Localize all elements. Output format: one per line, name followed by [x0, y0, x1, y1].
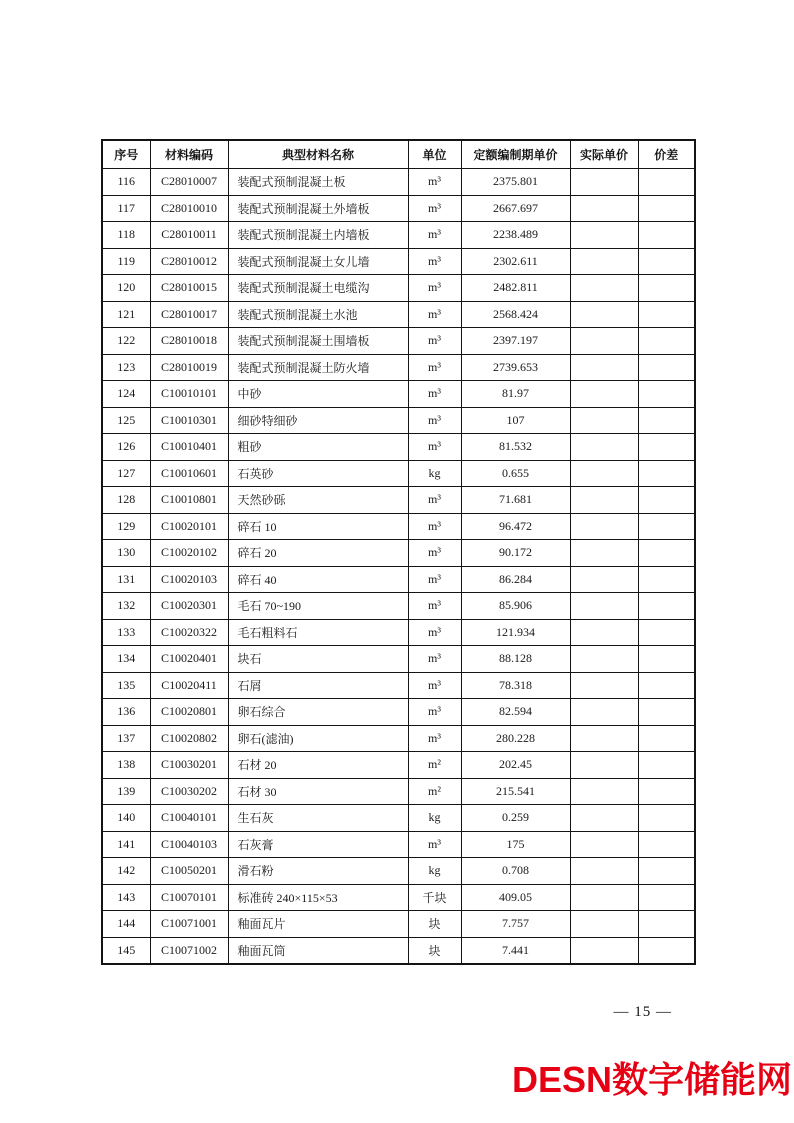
price-difference-cell — [638, 354, 695, 381]
quota-period-price-cell: 2238.489 — [461, 222, 570, 249]
row-number-cell: 134 — [102, 646, 150, 673]
unit-cell: m³ — [408, 831, 461, 858]
row-number-cell: 122 — [102, 328, 150, 355]
row-number-cell: 141 — [102, 831, 150, 858]
price-difference-cell — [638, 725, 695, 752]
price-difference-cell — [638, 513, 695, 540]
material-name-cell: 碎石 40 — [228, 566, 408, 593]
row-number-cell: 129 — [102, 513, 150, 540]
material-code-cell: C10020102 — [150, 540, 228, 567]
quota-period-price-cell: 2568.424 — [461, 301, 570, 328]
row-number-cell: 133 — [102, 619, 150, 646]
price-difference-cell — [638, 646, 695, 673]
quota-period-price-cell: 7.441 — [461, 937, 570, 964]
table-row — [102, 301, 695, 328]
unit-cell: m³ — [408, 248, 461, 275]
material-code-cell: C10010801 — [150, 487, 228, 514]
material-name-cell: 石屑 — [228, 672, 408, 699]
price-difference-cell — [638, 460, 695, 487]
row-number-cell: 123 — [102, 354, 150, 381]
table-row — [102, 513, 695, 540]
price-difference-cell — [638, 169, 695, 196]
unit-cell: m² — [408, 752, 461, 779]
actual-price-cell — [570, 407, 638, 434]
unit-cell: m² — [408, 778, 461, 805]
quota-period-price-cell: 7.757 — [461, 911, 570, 938]
material-name-cell: 毛石 70~190 — [228, 593, 408, 620]
row-number-cell: 130 — [102, 540, 150, 567]
material-name-cell: 滑石粉 — [228, 858, 408, 885]
row-number-cell: 118 — [102, 222, 150, 249]
table-row — [102, 169, 695, 196]
material-code-cell: C10070101 — [150, 884, 228, 911]
quota-period-price-cell: 215.541 — [461, 778, 570, 805]
price-difference-cell — [638, 434, 695, 461]
unit-cell: m³ — [408, 434, 461, 461]
material-name-cell: 碎石 20 — [228, 540, 408, 567]
material-name-cell: 装配式预制混凝土板 — [228, 169, 408, 196]
column-header-price-difference: 价差 — [638, 140, 695, 169]
price-difference-cell — [638, 831, 695, 858]
actual-price-cell — [570, 222, 638, 249]
material-code-cell: C28010015 — [150, 275, 228, 302]
actual-price-cell — [570, 566, 638, 593]
table-row — [102, 725, 695, 752]
material-name-cell: 毛石粗料石 — [228, 619, 408, 646]
material-name-cell: 粗砂 — [228, 434, 408, 461]
quota-period-price-cell: 81.97 — [461, 381, 570, 408]
row-number-cell: 136 — [102, 699, 150, 726]
quota-period-price-cell: 85.906 — [461, 593, 570, 620]
price-difference-cell — [638, 699, 695, 726]
row-number-cell: 126 — [102, 434, 150, 461]
actual-price-cell — [570, 831, 638, 858]
material-name-cell: 石材 20 — [228, 752, 408, 779]
actual-price-cell — [570, 672, 638, 699]
table-row — [102, 884, 695, 911]
table-header-row — [102, 140, 695, 169]
actual-price-cell — [570, 328, 638, 355]
table-row — [102, 407, 695, 434]
quota-period-price-cell: 2397.197 — [461, 328, 570, 355]
table-row — [102, 778, 695, 805]
material-code-cell: C10020101 — [150, 513, 228, 540]
material-name-cell: 中砂 — [228, 381, 408, 408]
table-row — [102, 672, 695, 699]
unit-cell: m³ — [408, 672, 461, 699]
quota-period-price-cell: 96.472 — [461, 513, 570, 540]
table-row — [102, 858, 695, 885]
material-name-cell: 卵石综合 — [228, 699, 408, 726]
unit-cell: kg — [408, 460, 461, 487]
table-row — [102, 699, 695, 726]
row-number-cell: 117 — [102, 195, 150, 222]
row-number-cell: 119 — [102, 248, 150, 275]
material-price-table — [101, 139, 696, 965]
unit-cell: m³ — [408, 566, 461, 593]
unit-cell: m³ — [408, 381, 461, 408]
table-row — [102, 593, 695, 620]
unit-cell: m³ — [408, 513, 461, 540]
table-row — [102, 381, 695, 408]
price-difference-cell — [638, 248, 695, 275]
material-name-cell: 细砂特细砂 — [228, 407, 408, 434]
table-body — [102, 169, 695, 965]
price-difference-cell — [638, 884, 695, 911]
actual-price-cell — [570, 301, 638, 328]
material-name-cell: 釉面瓦片 — [228, 911, 408, 938]
price-difference-cell — [638, 778, 695, 805]
table-row — [102, 275, 695, 302]
unit-cell: m³ — [408, 593, 461, 620]
table-row — [102, 460, 695, 487]
quota-period-price-cell: 2375.801 — [461, 169, 570, 196]
material-code-cell: C10010101 — [150, 381, 228, 408]
table-row — [102, 619, 695, 646]
price-difference-cell — [638, 487, 695, 514]
table-row — [102, 222, 695, 249]
row-number-cell: 135 — [102, 672, 150, 699]
quota-period-price-cell: 0.708 — [461, 858, 570, 885]
table-row — [102, 354, 695, 381]
material-name-cell: 装配式预制混凝土电缆沟 — [228, 275, 408, 302]
material-name-cell: 标准砖 240×115×53 — [228, 884, 408, 911]
page-number: — 15 — — [613, 1004, 672, 1020]
price-difference-cell — [638, 407, 695, 434]
price-difference-cell — [638, 752, 695, 779]
actual-price-cell — [570, 619, 638, 646]
table-row — [102, 805, 695, 832]
material-code-cell: C10040103 — [150, 831, 228, 858]
actual-price-cell — [570, 725, 638, 752]
quota-period-price-cell: 78.318 — [461, 672, 570, 699]
unit-cell: m³ — [408, 699, 461, 726]
row-number-cell: 124 — [102, 381, 150, 408]
material-code-cell: C28010017 — [150, 301, 228, 328]
material-name-cell: 生石灰 — [228, 805, 408, 832]
unit-cell: m³ — [408, 619, 461, 646]
unit-cell: m³ — [408, 328, 461, 355]
unit-cell: kg — [408, 858, 461, 885]
material-name-cell: 石灰膏 — [228, 831, 408, 858]
column-header-material-code: 材料编码 — [150, 140, 228, 169]
row-number-cell: 142 — [102, 858, 150, 885]
quota-period-price-cell: 81.532 — [461, 434, 570, 461]
material-name-cell: 石英砂 — [228, 460, 408, 487]
material-code-cell: C10020401 — [150, 646, 228, 673]
material-code-cell: C28010007 — [150, 169, 228, 196]
table-row — [102, 328, 695, 355]
material-name-cell: 装配式预制混凝土内墙板 — [228, 222, 408, 249]
material-code-cell: C10030201 — [150, 752, 228, 779]
row-number-cell: 140 — [102, 805, 150, 832]
actual-price-cell — [570, 195, 638, 222]
actual-price-cell — [570, 805, 638, 832]
unit-cell: 千块 — [408, 884, 461, 911]
material-code-cell: C28010019 — [150, 354, 228, 381]
actual-price-cell — [570, 354, 638, 381]
actual-price-cell — [570, 884, 638, 911]
table-row — [102, 646, 695, 673]
price-difference-cell — [638, 619, 695, 646]
table-row — [102, 937, 695, 964]
quota-period-price-cell: 0.655 — [461, 460, 570, 487]
material-code-cell: C28010018 — [150, 328, 228, 355]
price-difference-cell — [638, 805, 695, 832]
unit-cell: 块 — [408, 937, 461, 964]
unit-cell: m³ — [408, 169, 461, 196]
price-difference-cell — [638, 301, 695, 328]
unit-cell: m³ — [408, 407, 461, 434]
price-difference-cell — [638, 937, 695, 964]
quota-period-price-cell: 88.128 — [461, 646, 570, 673]
actual-price-cell — [570, 381, 638, 408]
material-name-cell: 碎石 10 — [228, 513, 408, 540]
actual-price-cell — [570, 275, 638, 302]
table-header — [102, 140, 695, 169]
material-name-cell: 装配式预制混凝土女儿墙 — [228, 248, 408, 275]
material-name-cell: 石材 30 — [228, 778, 408, 805]
row-number-cell: 131 — [102, 566, 150, 593]
price-difference-cell — [638, 540, 695, 567]
price-difference-cell — [638, 222, 695, 249]
quota-period-price-cell: 2739.653 — [461, 354, 570, 381]
material-name-cell: 卵石(滤油) — [228, 725, 408, 752]
row-number-cell: 116 — [102, 169, 150, 196]
material-name-cell: 装配式预制混凝土防火墙 — [228, 354, 408, 381]
unit-cell: m³ — [408, 725, 461, 752]
material-code-cell: C28010010 — [150, 195, 228, 222]
quota-period-price-cell: 2667.697 — [461, 195, 570, 222]
column-header-material-name: 典型材料名称 — [228, 140, 408, 169]
actual-price-cell — [570, 699, 638, 726]
actual-price-cell — [570, 540, 638, 567]
table-row — [102, 566, 695, 593]
quota-period-price-cell: 71.681 — [461, 487, 570, 514]
unit-cell: m³ — [408, 646, 461, 673]
row-number-cell: 137 — [102, 725, 150, 752]
row-number-cell: 121 — [102, 301, 150, 328]
actual-price-cell — [570, 778, 638, 805]
material-code-cell: C10010301 — [150, 407, 228, 434]
quota-period-price-cell: 409.05 — [461, 884, 570, 911]
quota-period-price-cell: 107 — [461, 407, 570, 434]
column-header-serial-number: 序号 — [102, 140, 150, 169]
quota-period-price-cell: 280.228 — [461, 725, 570, 752]
row-number-cell: 143 — [102, 884, 150, 911]
unit-cell: 块 — [408, 911, 461, 938]
price-difference-cell — [638, 275, 695, 302]
quota-period-price-cell: 202.45 — [461, 752, 570, 779]
material-code-cell: C10040101 — [150, 805, 228, 832]
row-number-cell: 139 — [102, 778, 150, 805]
material-name-cell: 装配式预制混凝土围墙板 — [228, 328, 408, 355]
material-code-cell: C10010401 — [150, 434, 228, 461]
price-difference-cell — [638, 195, 695, 222]
actual-price-cell — [570, 858, 638, 885]
actual-price-cell — [570, 513, 638, 540]
material-code-cell: C28010012 — [150, 248, 228, 275]
column-header-quota-period-price: 定额编制期单价 — [461, 140, 570, 169]
unit-cell: m³ — [408, 222, 461, 249]
quota-period-price-cell: 82.594 — [461, 699, 570, 726]
table-row — [102, 195, 695, 222]
material-code-cell: C10020301 — [150, 593, 228, 620]
material-code-cell: C10071002 — [150, 937, 228, 964]
unit-cell: m³ — [408, 487, 461, 514]
material-code-cell: C10020322 — [150, 619, 228, 646]
material-name-cell: 天然砂砾 — [228, 487, 408, 514]
material-name-cell: 块石 — [228, 646, 408, 673]
row-number-cell: 145 — [102, 937, 150, 964]
actual-price-cell — [570, 646, 638, 673]
price-difference-cell — [638, 858, 695, 885]
price-difference-cell — [638, 381, 695, 408]
actual-price-cell — [570, 460, 638, 487]
actual-price-cell — [570, 434, 638, 461]
column-header-actual-price: 实际单价 — [570, 140, 638, 169]
unit-cell: m³ — [408, 195, 461, 222]
material-name-cell: 装配式预制混凝土外墙板 — [228, 195, 408, 222]
quota-period-price-cell: 2482.811 — [461, 275, 570, 302]
table-row — [102, 248, 695, 275]
row-number-cell: 132 — [102, 593, 150, 620]
material-code-cell: C10020801 — [150, 699, 228, 726]
actual-price-cell — [570, 487, 638, 514]
actual-price-cell — [570, 169, 638, 196]
price-difference-cell — [638, 328, 695, 355]
material-code-cell: C10071001 — [150, 911, 228, 938]
material-code-cell: C10020411 — [150, 672, 228, 699]
material-name-cell: 釉面瓦筒 — [228, 937, 408, 964]
price-difference-cell — [638, 566, 695, 593]
row-number-cell: 138 — [102, 752, 150, 779]
material-code-cell: C10050201 — [150, 858, 228, 885]
actual-price-cell — [570, 593, 638, 620]
row-number-cell: 127 — [102, 460, 150, 487]
actual-price-cell — [570, 937, 638, 964]
row-number-cell: 128 — [102, 487, 150, 514]
quota-period-price-cell: 86.284 — [461, 566, 570, 593]
quota-period-price-cell: 0.259 — [461, 805, 570, 832]
table-row — [102, 752, 695, 779]
unit-cell: m³ — [408, 540, 461, 567]
table-row — [102, 487, 695, 514]
quota-period-price-cell: 2302.611 — [461, 248, 570, 275]
price-difference-cell — [638, 911, 695, 938]
row-number-cell: 125 — [102, 407, 150, 434]
unit-cell: m³ — [408, 354, 461, 381]
quota-period-price-cell: 90.172 — [461, 540, 570, 567]
quota-period-price-cell: 121.934 — [461, 619, 570, 646]
actual-price-cell — [570, 248, 638, 275]
price-difference-cell — [638, 593, 695, 620]
price-difference-cell — [638, 672, 695, 699]
row-number-cell: 144 — [102, 911, 150, 938]
unit-cell: kg — [408, 805, 461, 832]
material-code-cell: C10020103 — [150, 566, 228, 593]
material-code-cell: C10020802 — [150, 725, 228, 752]
table-row — [102, 434, 695, 461]
row-number-cell: 120 — [102, 275, 150, 302]
column-header-unit: 单位 — [408, 140, 461, 169]
material-code-cell: C10030202 — [150, 778, 228, 805]
quota-period-price-cell: 175 — [461, 831, 570, 858]
watermark-logo: DESN数字储能网 — [511, 1059, 792, 1100]
table-row — [102, 911, 695, 938]
material-name-cell: 装配式预制混凝土水池 — [228, 301, 408, 328]
table-row — [102, 831, 695, 858]
actual-price-cell — [570, 911, 638, 938]
unit-cell: m³ — [408, 301, 461, 328]
material-code-cell: C10010601 — [150, 460, 228, 487]
unit-cell: m³ — [408, 275, 461, 302]
table-row — [102, 540, 695, 567]
material-code-cell: C28010011 — [150, 222, 228, 249]
actual-price-cell — [570, 752, 638, 779]
